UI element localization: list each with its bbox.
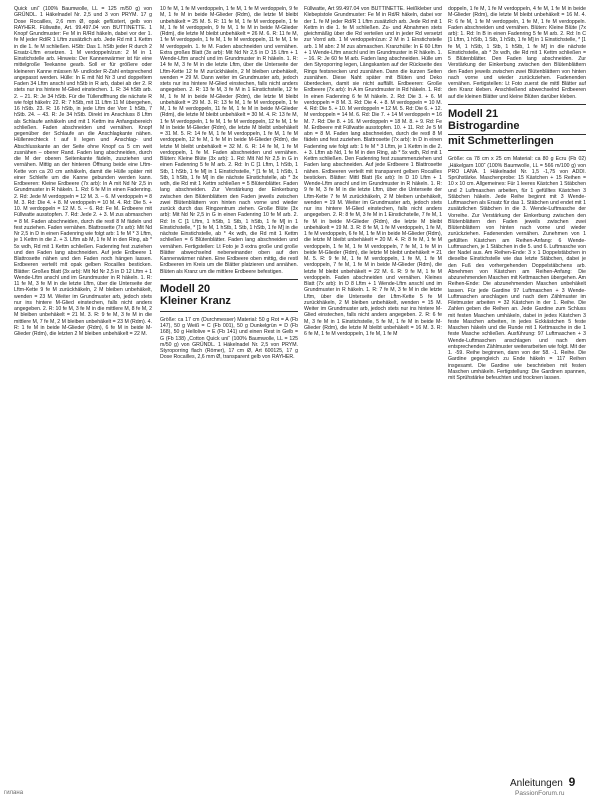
page-number: 9 [568,775,576,789]
instruction-text: doppeln, 1 fe M, 1 fe M verdoppeln, 4 fe M, 1 fe M in beide M-Glieder (Rdm), die letzte M bleibt unbehäkelt = 16 M. 4. R: 6 fe M, 1 fe M verdoppeln, 1 fe M, 1 fe M verdoppeln. Faden abschneiden und vernähen. Blüten: Kleine Blüte (7x arb): 1. Rd: In B in einen Fadenring 5 fe M arb. 2. Rd: In C [1 Lftm, 1 hStb, 1 Stb, 1 hStb, 1 fe M] in 1 Einstichstelle, * [1 fe M, 1 hStb, 1 Stb, 1 hStb, 1 fe M] in die nächste Einstichstelle, ab * 3x wdh, die Rd mit 1 Kettm schließen = 5 Blütenblätter. Den Faden lang abschneiden. Zur Verstärkung der Einkerbung zwischen den Blütenblättern den Faden jeweils zwischen zwei Blütenblättern von hinten nach vorne und wieder zurückziehen. Fadenenden vernähen. Fertigstellen: Lt Foto zuerst die mittl Blätter auf den Kranz kleben. Anschließend abwechselnd Erdbeeren auf die kleinen Blätter und kleine Blüten darüber kleben. [448,6,586,100]
heading-subtitle-line2: mit Schmetterlingen [448,134,554,147]
instruction-text: Quick uni“ (100% Baumwolle, LL = 125 m/50 g) von GRÜNDL. 1 Häkelnadel Nr. 2,5 und 3 von PRYM. 17 g Dose Rocailles, 2,6 mm Ø, opak geflüstert, gelb von RAYHER. Füllwatte, Art. 99.497.04 von BUTTINETTE. 1 Knopf Grundmuster: Fe M in R/Rd häkeln, dabei vor der 1. fe M jeder Rd/R 1 Lftm zusätzlich arb. Jede Rd mit 1 Kettm in die 1. fe M schließen. HStb: Das 1. hStb jeder R durch 2 Ersatz-Lftm ersetzen. 1 M verdoppeln/zun: 2 M in 1 Einstichstelle arb. Hinweis: Der Kannenwärmer ist für eine mittelgroße Teekanne gearb. Soll er für größere oder kleineren Kanne müssen M- und/oder R-Zahl entsprechend angepasst werden. Hülle: In E mit Nd Nr 3 und doppeltem Faden 34 Lftm anschl und hStb in R arb, dabei ab der 2. R stets nur ins hintere M-Glied einstechen. 1. R: 34 hStb arb. 2. – 21. R: Je 34 hStb. Für die Tüllendffnung die nächste R wie folgt häkeln: 22. R: 7 hStb, mit 11 Lftm 11 M übergehen, 16 hStb. 23. R: 16 hStb, in jede Lftm der Vorr 1 hStb, 7 hStb. 24. – 43. R: Je 34 hStb. Direkt im Anschluss 8 Lftm als Schlaufe anhäkeln und mit 1 Kettm ins Anfangsbereich schließen. Faden abschneiden und vernähen. Knopf gegenüber der Schlaufe an die Anschlagkante nähen. Hüllenrechteck t auf li legen und Anschlag- und Abschlusskante an der Seite ohne Knopf ca 5 cm weit zusnähen – oberer Rand. Faden lang abschneiden, durch die M der oberen Seitenkante fädeln, zusziehen und vernähen. Mittig an der hinteren Öffnung beide eine Lftm-Kette von ca 20 cm anhäkeln, damit die Hülle später mit einer Schleife um die Kanne gebunden werden kann. Erdbeeren: Kleine Erdbeere (7x arb): In A mit Nd Nr 2,5 in Grundmuster in R häkeln. 1. Rd: 6 fe M in einen Fadenring. 2. Rd: Jede M verdoppeln = 12 M. 3. – 6. M verdoppeln = 8 M. 3. Rd: Die 4. + 8. M verdoppeln = 10 M. 4. Rd: Die 5. + 10. M verdoppeln = 12 M. 5. – 6. Rd: Fe M. Erdbeere mit Füllwatte ausstopfen. 7. Rd: Jede 2. + 3. M zus abmaschen = 8 M. Faden abschneiden, durch die restl 8 M fädeln und fest zuziehen. Faden vernähen. Blattrosette (7x arb): Mit Nd Nr 2,5 in D in einen Fadenring wie folgt arb: 1 fe M * 3 Lftm, je 1 Kettm in die 2. + 3. Lftm ab M, 1 fe M in den Ring, ab * 5x wdh, Rd mit 1 Kettm schließen. Fadenring fest zuziehen und den Faden lang abschneiden. Auf jede Erdbeere 1 Blattrosette nähen und den Faden noch hängen lassen. Erdbeeren verteilt mit opak gelben Rocailles besticken. Blätter: Großes Blatt (3x arb): Mit Nd Nr 2,5 in D 12 Lftm + 1 Wende-Lftm anschl und im Grundmuster in R häkeln. 1. R: 11 fe M, 3 fe M in die letzte Lftm, über die Unterseite der Lftm-Kette 9 fe M zurückhäkeln, 2 M bleiben unbehäkelt, wenden = 23 M. Weiter im Grundmuster arb, jedoch stets nur ins hintere M-Glied einstechen, falls nicht anders angegeben. 2. R: 10 fe M, 3 fe M in die mittlere M, 8 fe M, 2 M bleiben unbehäkelt = 21 M. 3. R: 9 fe M, 3 fe M in die mittlere M, 7 fe M, 2 M bleiben unbehäkelt = 23 M (Rdm). 4. R: 1 fe M in beide M-Glieder (Rdm), 6 fe M in beide M-Glieder (Rdm), die letzten 2 M bleiben unbehäkelt = 22 M. [14,6,152,337]
page-footer [510,776,575,790]
heading-subtitle: Bistrogardine [448,120,586,135]
section-heading-model-20 [160,279,298,312]
text-column-3 [304,6,442,337]
section-label: Anleitungen [510,778,563,789]
section-heading-model-21 [448,104,586,152]
instruction-text: Füllwatte, Art 99.497.04 von BUTTINETTE. Heißkleber und Klebepistole Grundmuster: Fe M in Rd/R häkeln, dabei vor der 1. fe M jeder Rd/R 1 Lftm zusätzlich arb. Jede Rd mit 1 Kettm in die 1. fe M schließen. Zu- und Abnahmen stets gleichmäßig über die Rd verteilen und in jeder Rd versetzt zur Vorrd arb. 1 M verdoppeln/zun: 2 M in 1 Einstichstelle arb. 1 M abn: 2 M zus abmaschen. Kranzhülle: In E 60 Lftm + 1 Wende-Lftm anschl und im Grundmuster in R häkeln. 1. – 16. R: Je 60 fe M arb. Faden lang abschneiden. Hülle um den Styroporring legen, Längskanten auf der Rückseite des Rings festsnecken und zusnähen. Dann die kurzen Seiten zusnähen. Diese Naht später mit Blüten und Deko überdecken, damit sie nicht auffällt. Erdbeeren: Große Erdbeere (7x arb): In A im Grundmuster in Rd häkeln. 1. Rd: In einen Fadenring 6 fe M häkeln. 2. Rd: Die 3. + 6. M verdoppeln = 8 M. 3. Rd: Die 4. + 8. M verdoppeln = 10 M. 4. Rd: Die 5. + 10. M verdoppeln = 12 M. 5. Rd: Die 6. + 12. M verdoppeln = 14 M. 6. Rd: Die 7. + 14 M verdoppeln = 16 M. 7. Rd: Die 8. + 16. M verdoppeln = 18 M. 8. + 9. Rd: Fe M. Erdbeere mit Füllwatte ausstopfen. 10. + 11. Rd: Je 5 M abn = 8 M. Faden lang abschneiden, durch die restl 8 M fädeln und fest zuziehen. Blattrosette (7x arb): In D in einen Fadenring wie folgt arb: 1 fe M * 3 Lftm, je 1 Kettm in die 2. + 3. Lftm ab Nd, 1 fe M in den Ring, ab * 5x wdh, Rd mit 1 Kettm schließen. Den Fadenring fest zusammenziehen und Faden lang abschneiden. Auf jede Erdbeere 1 Blattrosette nähen. Erdbeeren verteilt mit transparent gelben Rocailles besticken. Blätter: Mittl Blatt (6x arb): In D 10 Lftm + 1 Wende-Lftm anschl und im Grundmuster in R häkeln. 1. R: 9 fe M, 3 fe M in die letzte Lftm, über die Unterseite der Lftm-Kette 7 fe M zurückhäkeln, 2 M bleiben unbehäkelt, wenden = 19 M. Weiter im Grundmuster arb, jedoch stets nur ins hintere M-Glied einstechen, falls nicht anders angegeben. 2. R: 8 fe M, 3 fe M in 1 Einstichstelle, 7 fe M, 1 fe M in beide M-Glieder (Rdm), die letzte M bleibt unbehäkelt = 19 M. 3. R: 8 fe M, 1 fe M verdoppeln, 1 fe M, 1 fe M verdoppeln, 6 fe M, 1 fe M in beide M-Glieder (Rdm), die letzte M bleibt unbehäkelt = 20 M. 4. R: 8 fe M, 1 fe M verdoppeln, 1 fe M, 1 fe M verdoppeln, 7 fe M, 1 fe M in beide M-Glieder (Rdm), die letzte M bleibt unbehäkelt = 21 M. 5. R: 9 fe M, 1 fe M verdoppeln, 1 fe M, 1 fe M verdoppeln, 7 fe M, 1 fe M in beide M-Glieder (Rdm), die letzte M bleibt unbehäkelt = 22 M. 6. R: 9 fe M, 1 fe M verdoppeln. Faden abschneiden und vernähen. Kleines Blatt (7x arb): In D 8 Lftm + 1 Wende-Lftm anschl und im Grundmuster in R häkeln. 1. R: 7 fe M, 3 fe M in die letzte Lftm, über die Unterseite der Lftm-Kette 5 fe M zurückhäkeln, 2 M bleiben unbehäkelt, wenden = 15 M. Weiter im Grundmuster arb, jedoch stets nur ins hintere M-Glied einstechen, falls nicht anders angegeben. 2. R: 6 fe M, 3 fe M in 1 Einstichstelle, 5 fe M, 1 fe M in beide M-Glieder (Rdm), die letzte M bleibt unbehäkelt = 16 M. 3. R: 6 fe M, 1 fe M verdoppeln, 1 fe M, 1 fe M [304,6,442,337]
material-text: Größe: ca 17 cm (Durchmesser) Material: 50 g Rot = A (Fb 147), 50 g Weiß = C (Fb 001), 50 g Dunkelgrün = D (Fb 168), 50 g Hellolive = E (Fb 141) und einen Rest in Gelb = G (Fb 138) „Cotton Quick uni“ (100% Baumwolle, LL = 125 m/50 g) von GRÜNDL. 1 Häkelnadel Nr. 2,5 von PRYM. Styroporring flach (Römer), 17 cm Ø, Art 600125, 17 g Dose Rocailles, 2,6 mm Ø, transparent gelb von RAYHER. [160,316,298,361]
footer-left-mark: гилана [4,790,24,796]
heading-subtitle: Kleiner Kranz [160,295,231,308]
watermark-site: PassionForum.ru [515,790,565,797]
heading-title: Modell 21 [448,107,499,120]
heading-title: Modell 20 [160,282,211,295]
text-column-1 [14,6,152,337]
text-column-2 [160,6,298,361]
text-column-4 [448,6,586,381]
material-text: Größe: ca 78 cm x 25 cm Material: ca 80 g Ecru (Fb 02) „Häkelgarn 100“ (100% Baumwolle, LL = 566 m/100 g) von PRO LANA. 1 Häkelnadel Nr. 1,5 -1,75 von ADDI. Sprühstärke. Maschenprobe: 15 Kästchen + 15 Reihen = 10 x 10 cm. Allgemeines: Für 1 leeres Kästchen 1 Stäbchen und 2 Luftmaschen arbeiten, für 1 gefülltes Kästchen 3 Stäbchen häkeln. Jede Reihe beginnt mit 3 Wende-Luftmaschen als Ersatz für das 1. Stäbchen und endet mit 1 zusätzlichen Stäbchen in die 3. Wende-Luftmasche der Vorreihe. Zur Verstärkung der Einkerbung zwischen den Blütenblättern den Faden jeweils zwischen zwei Blütenblättern von hinten nach vorne und wieder zurückziehen. Fadenenden vernähen. Zunehmen von 1 gefüllten Kästchen am Reihen-Anfang: 6 Wende-Luftmaschen, je 1 Stäbchen in die 5. und 6. Luftmasche von der Nadel aus. Am Reihen-Ende: 3 x 1 Doppelstäbchen in dieselbe Einstichstelle wie das letzte Stäbchen, dabei je den Fuß des vorhergehenden Doppelstäbchens arb. Abnehmen von Kästchen am Reihen-Anfang: Die abzunehmenden Maschen mit Kettmaschen übergehen. Am Reihen-Ende: Die abzunehmenden Maschen unbehäkelt lassen. Für jede Gardine 97 Luftmaschen + 3 Wende-Luftmaschen anschlagen und nach dem Zählmuster im Filetmuster arbeiten = 32 Kästchen in der 1. Reihe. Die Zahlen geben die Reihen an. Jede Gardine zum Schluss mit festen Maschen umhäkeln, dabei in jedes Kästchen 3 feste Maschen arbeiten, in jedes Eckkästchen 5 feste Maschen häkeln und die Runde mit 1 Kettmasche in die 1 feste Masche schließen. Ausführung: 97 Luftmaschen + 3 Wende-Luftmaschen anschlagen und nach dem entsprechenden Zählmuster weiterarbeiten wie folgt. Mit der 1. -59. Reihe beginnen, dann von der 58. -1. Reihe. Die Gardine gegengleich zu Ende häkeln = 117 Reihen insgesamt. Die Gardine wie beschrieben mit festen Maschen umhäkeln. Fertigstellung: Die Gardinen spannen, mit Sprühstärke befeuchten und trocknen lassen. [448,156,586,381]
instruction-text: 10 fe M, 1 fe M verdoppeln, 1 fe M, 1 fe M verdoppeln, 9 fe M, 1 fe M in beide M-Glieder (Rdm), die letzte M bleibt unbehäkelt = 25 M. 5. R: 11 fe M, 1 fe M verdoppeln, 1 fe M, 1 fe M verdoppeln, 9 fe M, 1 fe M in beide M-Glieder (Rdm), die letzte M bleibt unbehäkelt = 26 M. 6. R: 11 fe M, 1 fe M verdoppeln, 1 fe M, 1 fe M verdoppeln, 11 fe M, 1 fe M verdoppeln. 1. fe M. Faden abschneiden und vernähen. Extra großes Blatt (3x arb): Mit Nd Nr 2,5 in D 15 Lftm + 1 Wende-Lftm anschl und im Grundmuster in R häkeln. 1. R: 14 fe M, 3 fe M in die letzte Lftm, über die Unterseite der Lftm-Kette 12 fe M zurückhäkeln, 2 M bleiben unbehäkelt, wenden = 29 M. Dann weiter im Grundmuster arb, jedoch stets nur ins hintere M-Glied einstechen, falls nicht anders angegeben. 2. R: 13 fe M, 3 fe M in 1 Einstichstelle, 12 fe M, 1 fe M in beide M-Glieder (Rdm), die letzte M bleibt unbehäkelt = 29 M. 3. R: 13 fe M, 1 fe M verdoppeln, 1 fe M, 1 fe M verdoppeln, 11 fe M, 1 fe M in beide M-Glieder (Rdm), die letzte M bleibt unbehäkelt = 30 M. 4. R: 13 fe M, 1 fe M verdoppeln, 1 fe M, 1 fe M verdoppeln, 12 fe M, 1 fe M in beide M-Glieder (Rdm), die letzte M bleibt unbehäkelt = 31 M. 5. R: 14 fe M, 1 fe M verdoppeln, 1 fe M, 1 fe M verdoppeln, 12 fe M, 1 fe M in beide M-Glieder (Rdm), die letzte M bleibt unbehäkelt = 32 M. 6. R: 14 fe M, 1 fe M verdoppeln, 1 fe M. Faden abschneiden und vernähen. Blüten: Kleine Blüte (3x arb): 1. Rd: Mit Nd Nr 2,5 in G in einen Fadenring 5 fe M arb. 2. Rd: In C [1 Lftm, 1 hStb, 1 Stb, 1 hStb, 1 fe M] in 1 Einstichstelle, * [1 fe M, 1 hStb, 1 Stb, 1 hStb, 1 fe M] in die nächste Einstichstelle, ab * 3x wdh, die Rd mit 1 Kettm schließen = 5 Blütenblätter. Faden lang abschneiden. Zur Verstärkung der Einkerbung zwischen den Blütenblättern den Faden jeweils zwischen zwei Blütenblättern von hinten nach vorne und wieder zurück durch das Ringzentrum ziehen. Große Blüte (3x arb): Mit Nd Nr 2,5 in G in einen Fadenring 10 fe M arb. 2. Rd: In C [1 Lftm, 1 hStb, 1 Stb, 1 hStb, 1 fe M] in 1 Einstichstelle, * [1 fe M, 1 hStb, 1 Stb, 1 hStb, 1 fe M] in die nächste Einstichstelle, ab * 4x wdh, die Rd mit 1 Kettm schließen = 6 Blütenblätter. Faden lang abschneiden und vernähen. Fertigstellen: Lt Foto je 3 extra große und große Blätter abwechselnd nebeneinander oben auf den Kannenwärmer nähen. Eine Erdbeere oben mittig, die restl Erdbeeren im Kreis um die Blätter platzieren und annähen. Blüten als Kranz um die mittlere Erdbeere befestigen. [160,6,298,275]
